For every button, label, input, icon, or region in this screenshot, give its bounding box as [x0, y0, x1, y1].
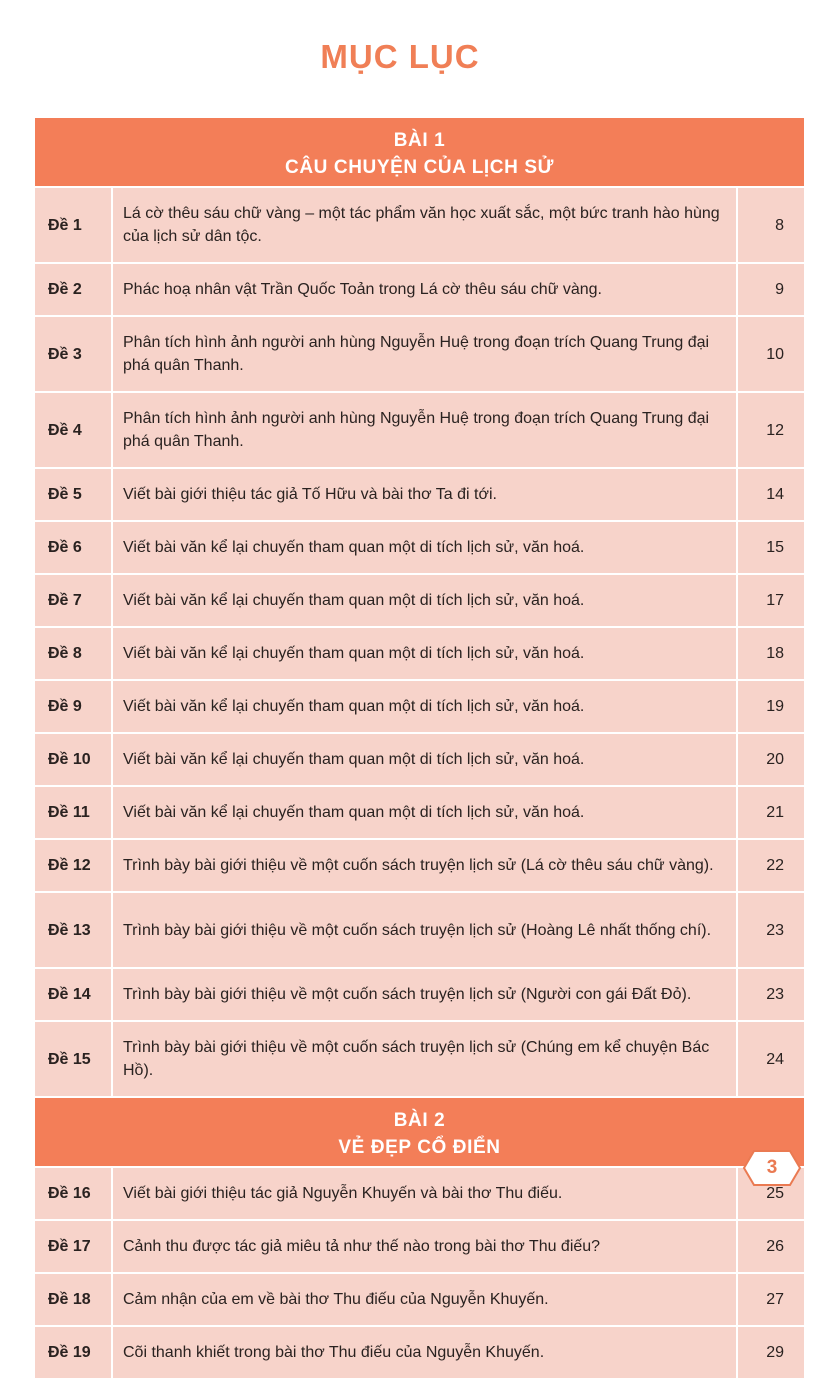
toc-row[interactable]: [34, 1273, 805, 1326]
toc-row-label: Đề 6: [34, 521, 112, 574]
toc-row[interactable]: [34, 680, 805, 733]
toc-row-label: Đề 8: [34, 627, 112, 680]
toc-row-page: 25: [737, 1167, 805, 1220]
toc-row[interactable]: [34, 316, 805, 392]
toc-row-description: Phân tích hình ảnh người anh hùng Nguyễn Huệ trong đoạn trích Quang Trung đại phá quân Thanh.: [112, 316, 737, 392]
section-header-bai-1: [34, 117, 805, 187]
toc-row-description: Lá cờ thêu sáu chữ vàng – một tác phẩm văn học xuất sắc, một bức tranh hào hùng của lịch sử dân tộc.: [112, 187, 737, 263]
toc-row-label: Đề 13: [34, 892, 112, 968]
section-number: BÀI 2: [393, 1110, 446, 1131]
toc-row[interactable]: [34, 892, 805, 968]
toc-row-label: Đề 3: [34, 316, 112, 392]
toc-row-page: 9: [737, 263, 805, 316]
toc-row-description: Viết bài giới thiệu tác giả Tố Hữu và bài thơ Ta đi tới.: [112, 468, 737, 521]
toc-row-label: Đề 4: [34, 392, 112, 468]
toc-row-label: Đề 16: [34, 1167, 112, 1220]
toc-row-label: Đề 9: [34, 680, 112, 733]
toc-row-page: 17: [737, 574, 805, 627]
toc-row[interactable]: [34, 1220, 805, 1273]
toc-row-label: Đề 1: [34, 187, 112, 263]
toc-row-description: Viết bài văn kể lại chuyến tham quan một di tích lịch sử, văn hoá.: [112, 786, 737, 839]
toc-row-description: Viết bài văn kể lại chuyến tham quan một di tích lịch sử, văn hoá.: [112, 627, 737, 680]
toc-row[interactable]: [34, 574, 805, 627]
toc-row-description: Phân tích hình ảnh người anh hùng Nguyễn Huệ trong đoạn trích Quang Trung đại phá quân Thanh.: [112, 392, 737, 468]
toc-row[interactable]: [34, 263, 805, 316]
toc-row-label: Đề 17: [34, 1220, 112, 1273]
toc-row-page: 26: [737, 1220, 805, 1273]
toc-row-page: 20: [737, 733, 805, 786]
toc-row-label: Đề 10: [34, 733, 112, 786]
page-number-badge: [742, 1149, 802, 1187]
toc-row[interactable]: [34, 392, 805, 468]
toc-row-label: Đề 15: [34, 1021, 112, 1097]
toc-row-label: Đề 18: [34, 1273, 112, 1326]
toc-row-description: Viết bài văn kể lại chuyến tham quan một di tích lịch sử, văn hoá.: [112, 680, 737, 733]
toc-row-page: 15: [737, 521, 805, 574]
toc-row-description: Viết bài văn kể lại chuyến tham quan một di tích lịch sử, văn hoá.: [112, 733, 737, 786]
page-number: 3: [766, 1157, 778, 1178]
toc-row-description: Trình bày bài giới thiệu về một cuốn sách truyện lịch sử (Lá cờ thêu sáu chữ vàng).: [112, 839, 737, 892]
toc-row-label: Đề 19: [34, 1326, 112, 1379]
toc-row-description: Trình bày bài giới thiệu về một cuốn sách truyện lịch sử (Người con gái Đất Đỏ).: [112, 968, 737, 1021]
toc-row[interactable]: [34, 968, 805, 1021]
page-title: MỤC LỤC: [320, 38, 480, 75]
toc-row-label: Đề 12: [34, 839, 112, 892]
toc-row[interactable]: [34, 627, 805, 680]
toc-row-page: 23: [737, 968, 805, 1021]
toc-row-page: 12: [737, 392, 805, 468]
toc-row[interactable]: [34, 521, 805, 574]
toc-row-description: Viết bài văn kể lại chuyến tham quan một di tích lịch sử, văn hoá.: [112, 521, 737, 574]
toc-row-description: Trình bày bài giới thiệu về một cuốn sách truyện lịch sử (Chúng em kể chuyện Bác Hồ).: [112, 1021, 737, 1097]
toc-row-label: Đề 5: [34, 468, 112, 521]
section-header-bai-2: [34, 1097, 805, 1167]
toc-row-page: 29: [737, 1326, 805, 1379]
toc-row-page: 8: [737, 187, 805, 263]
toc-row[interactable]: [34, 733, 805, 786]
toc-row-label: Đề 7: [34, 574, 112, 627]
section-number: BÀI 1: [393, 130, 446, 151]
section-title: CÂU CHUYỆN CỦA LỊCH SỬ: [285, 157, 554, 178]
toc-row[interactable]: [34, 187, 805, 263]
toc-row-page: 21: [737, 786, 805, 839]
toc-table: [33, 116, 806, 1380]
toc-row[interactable]: [34, 1021, 805, 1097]
toc-row-label: Đề 2: [34, 263, 112, 316]
toc-row-page: 23: [737, 892, 805, 968]
toc-row-description: Cõi thanh khiết trong bài thơ Thu điếu của Nguyễn Khuyến.: [112, 1326, 737, 1379]
toc-row-page: 10: [737, 316, 805, 392]
toc-row-label: Đề 11: [34, 786, 112, 839]
section-title: VẺ ĐẸP CỔ ĐIỂN: [338, 1137, 501, 1158]
toc-row-description: Cảnh thu được tác giả miêu tả như thế nào trong bài thơ Thu điếu?: [112, 1220, 737, 1273]
toc-row-description: Cảm nhận của em về bài thơ Thu điếu của Nguyễn Khuyến.: [112, 1273, 737, 1326]
toc-row-page: 14: [737, 468, 805, 521]
toc-row-description: Trình bày bài giới thiệu về một cuốn sách truyện lịch sử (Hoàng Lê nhất thống chí).: [112, 892, 737, 968]
toc-row[interactable]: [34, 468, 805, 521]
toc-row[interactable]: [34, 839, 805, 892]
toc-row-page: 22: [737, 839, 805, 892]
toc-row-page: 18: [737, 627, 805, 680]
toc-row-page: 19: [737, 680, 805, 733]
toc-row-description: Viết bài giới thiệu tác giả Nguyễn Khuyến và bài thơ Thu điếu.: [112, 1167, 737, 1220]
toc-row[interactable]: [34, 1167, 805, 1220]
toc-row[interactable]: [34, 786, 805, 839]
toc-row-page: 24: [737, 1021, 805, 1097]
toc-row-description: Viết bài văn kể lại chuyến tham quan một di tích lịch sử, văn hoá.: [112, 574, 737, 627]
toc-row[interactable]: [34, 1326, 805, 1379]
toc-row-description: Phác hoạ nhân vật Trần Quốc Toản trong Lá cờ thêu sáu chữ vàng.: [112, 263, 737, 316]
toc-row-page: 27: [737, 1273, 805, 1326]
toc-row-label: Đề 14: [34, 968, 112, 1021]
